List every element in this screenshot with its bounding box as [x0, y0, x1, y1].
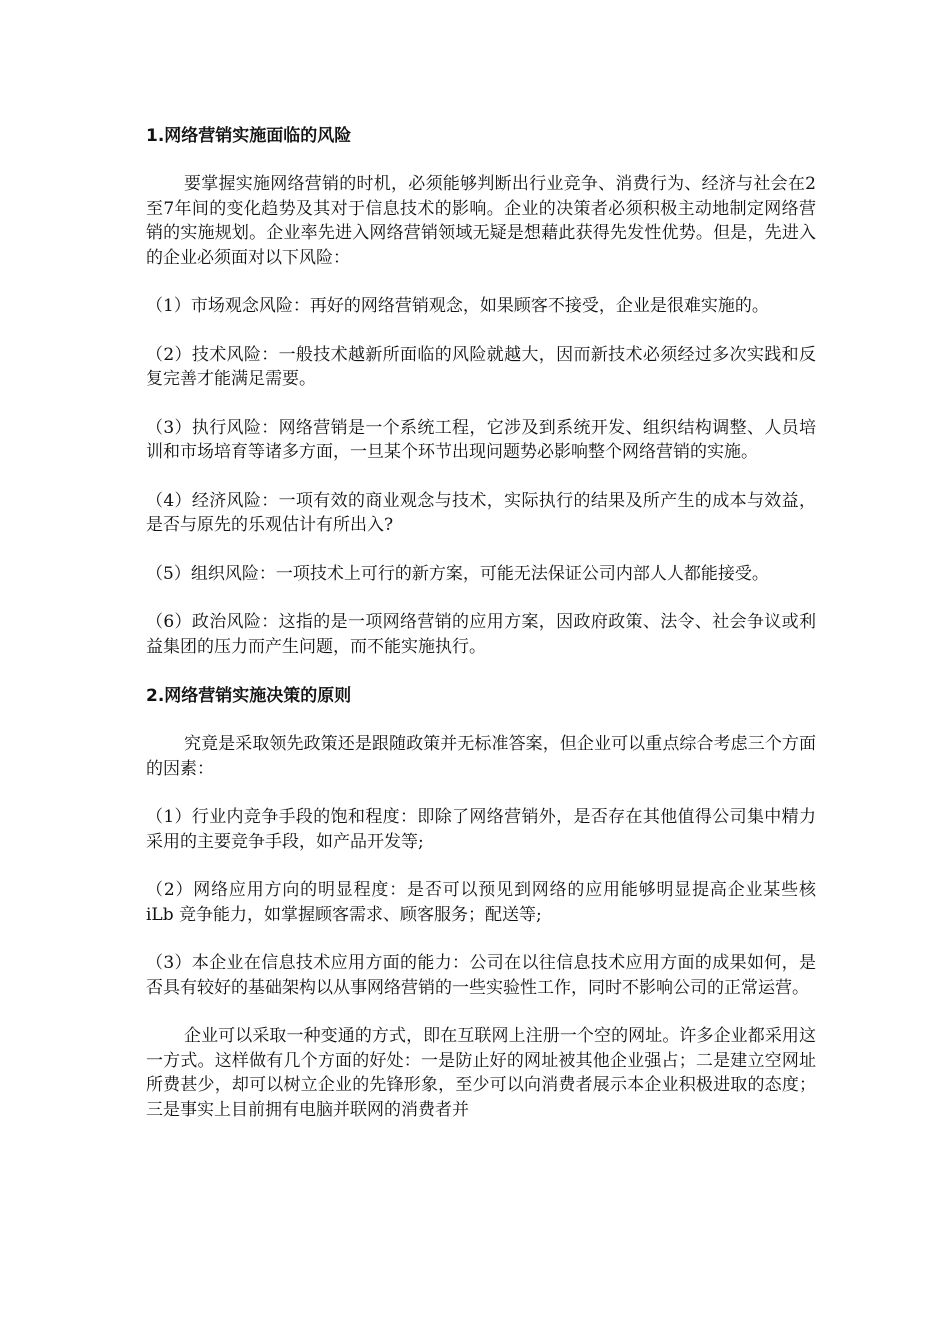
spacer: [146, 854, 816, 878]
spacer: [146, 586, 816, 610]
risk-item-2: （2）技术风险：一般技术越新所面临的风险就越大，因而新技术必须经过多次实践和反复完善才能满足需要。: [146, 344, 816, 389]
section1-intro: 要掌握实施网络营销的时机，必须能够判断出行业竞争、消费行为、经济与社会在2至7年间的变化趋势及其对于信息技术的影响。企业的决策者必须积极主动地制定网络营销的实施规划。企业率先进入网络营销领域无疑是想藉此获得先发性优势。但是，先进入的企业必须面对以下风险：: [146, 174, 816, 268]
spacer: [146, 270, 816, 294]
risk-item-3: （3）执行风险：网络营销是一个系统工程，它涉及到系统开发、组织结构调整、人员培训和市场培育等诸多方面，一旦某个环节出现问题势必影响整个网络营销的实施。: [146, 417, 816, 462]
risk-item-1: （1）市场观念风险：再好的网络营销观念，如果顾客不接受，企业是很难实施的。: [146, 296, 769, 316]
principle-item-2: （2）网络应用方向的明显程度：是否可以预见到网络的应用能够明显提高企业某些核 iLb 竞争能力，如掌握顾客需求、顾客服务；配送等;: [146, 880, 816, 925]
spacer: [146, 1000, 816, 1024]
spacer: [146, 538, 816, 562]
spacer: [146, 927, 816, 951]
spacer: [146, 392, 816, 416]
section2-intro: 究竟是采取领先政策还是跟随政策并无标准答案，但企业可以重点综合考虑三个方面的因素：: [146, 734, 816, 779]
risk-item-4: （4）经济风险：一项有效的商业观念与技术，实际执行的结果及所产生的成本与效益，是否与原先的乐观估计有所出入?: [146, 490, 816, 535]
risk-item-6: （6）政治风险：这指的是一项网络营销的应用方案，因政府政策、法令、社会争议或利益集团的压力而产生问题，而不能实施执行。: [146, 612, 816, 657]
risk-item-5: （5）组织风险：一项技术上可行的新方案，可能无法保证公司内部人人都能接受。: [146, 563, 769, 584]
spacer: [146, 781, 816, 805]
spacer: [146, 465, 816, 489]
spacer: [146, 709, 816, 732]
spacer: [146, 659, 816, 683]
section2-closing: 企业可以采取一种变通的方式，即在互联网上注册一个空的网址。许多企业都采用这一方式。这样做有几个方面的好处：一是防止好的网址被其他企业强占；二是建立空网址所费甚少，却可以树立企业的先锋形象，至少可以向消费者展示本企业积极进取的态度；三是事实上目前拥有电脑并联网的消费者并: [146, 1026, 816, 1120]
spacer: [146, 149, 816, 172]
section1-heading: 1.网络营销实施面临的风险: [146, 126, 352, 146]
principle-item-3: （3）本企业在信息技术应用方面的能力：公司在以往信息技术应用方面的成果如何，是否具有较好的基础架构以从事网络营销的一些实验性工作，同时不影响公司的正常运营。: [146, 953, 816, 998]
principle-item-1: （1）行业内竞争手段的饱和程度：即除了网络营销外，是否存在其他值得公司集中精力采用的主要竞争手段，如产品开发等;: [146, 807, 816, 852]
section2-heading: 2.网络营销实施决策的原则: [146, 686, 352, 706]
spacer: [146, 319, 816, 343]
document-page: [146, 123, 816, 1122]
